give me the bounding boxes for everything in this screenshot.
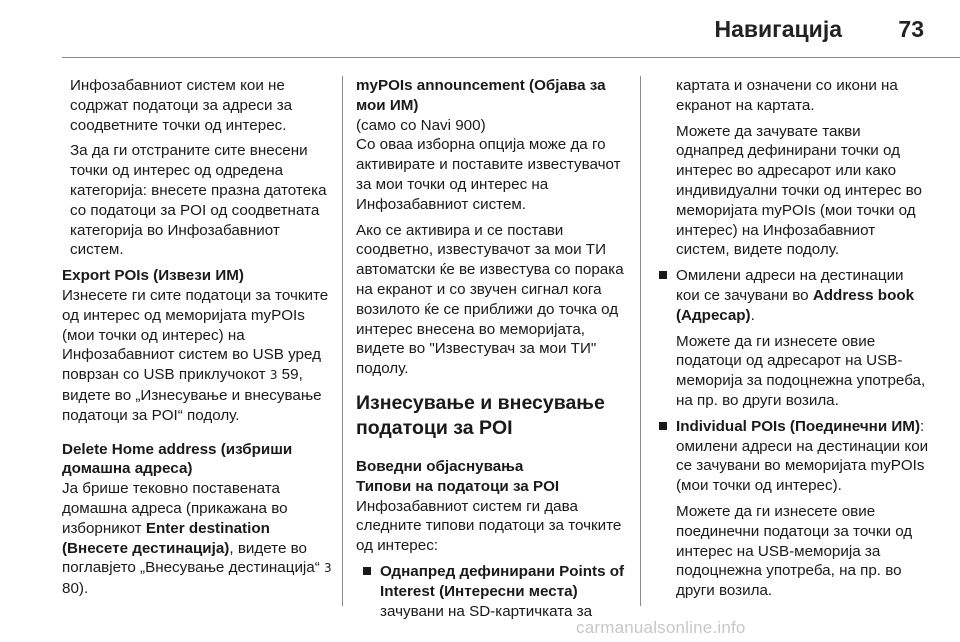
navi-note: (само со Navi 900): [356, 116, 486, 134]
list-item: Однапред дефинирани Points of Interest (Интересни места) зачувани на SD-картичката за: [356, 562, 634, 621]
paragraph: Ако се активира и се постави соодветно, известувачот за мои ТИ автоматски ќе ве известува со порака на екранот и со звучен сигнал кога возилото ќе се приближи до точка од интерес внесена во меморијата, видете во "Известувач за мои ТИ" подолу.: [356, 221, 624, 378]
list-item: Individual POIs (Поединечни ИМ): омилени адреси на дестинации кои се зачувани во меморијата myPOIs (мои точки од интерес).: [652, 417, 930, 496]
mypois-announcement-heading: myPOIs announcement (Објава за мои ИМ): [356, 77, 606, 114]
bullet-square-icon: [659, 271, 667, 279]
paragraph: Инфозабавниот систем кои не содржат податоци за адреси за соодветните точки од интерес.: [70, 77, 293, 134]
intro-heading: Воведни објаснувања: [356, 457, 524, 475]
delete-home-heading: Delete Home address (избриши домашна адреса): [62, 440, 293, 478]
paragraph: За да ги отстраните сите внесени точки од интерес од одредена категорија: внесете празна датотека со податоци за POI од соодветната категорија во Инфозабавниот систем.: [70, 142, 327, 259]
paragraph: Можете да зачувате такви однапред дефинирани точки од интерес во адресарот или како индивидуални точки од интерес во меморијата myPOIs (мои точки од интерес) на Инфозабавниот систем, видете подолу.: [676, 122, 922, 259]
paragraph: Можете да ги изнесете овие податоци од адресарот на USB-меморија за подоцнежна употреба, на пр. во други возила.: [676, 332, 926, 409]
poi-types-heading: Типови на податоци за POI: [356, 477, 560, 495]
header-divider: [62, 57, 960, 58]
column-2: [356, 76, 634, 627]
list-item: Омилени адреси на дестинации кои се зачувани во Address book (Адресар).: [652, 266, 930, 325]
section-heading: Изнесување и внесување податоци за POI: [356, 391, 605, 439]
watermark: carmanualsonline.info: [576, 618, 746, 637]
bullet-square-icon: [659, 422, 667, 430]
paragraph: Инфозабавниот систем ги дава следните типови податоци за точките од интерес:: [356, 497, 622, 555]
export-pois-body: Изнесете ги сите податоци за точките од интерес од меморијата myPOIs (мои точки од интерес) на Инфозабавниот систем во USB уред поврзан со USB приклучокот 3 59, видете во „Изнесување и внесување податоци за POI“ подолу.: [62, 286, 329, 424]
page-ref-arrow-icon: 3: [269, 368, 278, 383]
page-header: [0, 0, 960, 62]
column-1: [62, 76, 332, 605]
page-ref-arrow-icon: 3: [324, 561, 332, 576]
export-pois-heading: Export POIs (Извези ИМ): [62, 267, 244, 285]
delete-home-body: Ја брише тековно поставената домашна адреса (прикажана во изборникот Enter destination (Внесете дестинација), видете во поглавјето „Внесување дестинација“ 3 80).: [62, 480, 332, 598]
column-3: [652, 76, 930, 607]
paragraph: Можете да ги изнесете овие поединечни податоци за точки од интерес на USB-меморија за подоцнежна употреба, на пр. во други возила.: [676, 502, 913, 600]
bullet-square-icon: [363, 567, 371, 575]
paragraph: Со оваа изборна опција може да го активирате и поставите известувачот за мои точки од интерес на Инфозабавниот систем.: [356, 136, 621, 213]
page-number: 73: [898, 16, 924, 42]
column-divider-1: [342, 76, 343, 606]
page-title: Навигација: [714, 16, 842, 42]
paragraph: картата и означени со икони на екранот на картата.: [676, 77, 898, 114]
column-divider-2: [640, 76, 641, 606]
